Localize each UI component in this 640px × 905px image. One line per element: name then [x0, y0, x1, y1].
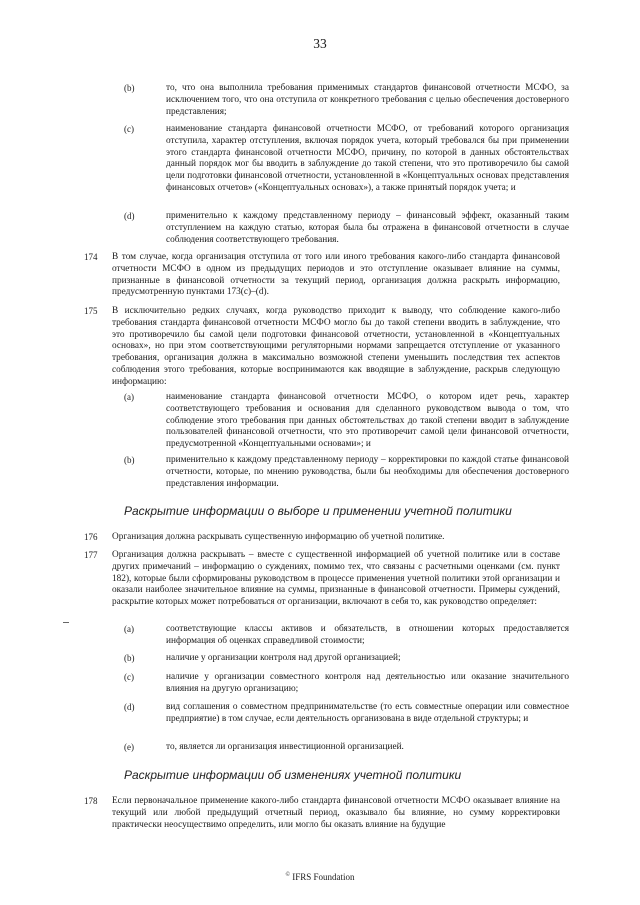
copyright-symbol: © [285, 872, 291, 878]
list-item-label: (b) [124, 83, 135, 93]
paragraph-text: Организация должна раскрывать – вместе с существенной информацией об учетной политике или в составе других примечаний – информацию о суждениях, помимо тех, что связаны с расчетными оценками (см. пункт 182), которые были сформированы руководством в процессе применения учетной политики этой организации и оказали наиболее значительное влияние на суммы, признанные в финансовой отчетности. Примеры суждений, раскрытие которых может потребоваться от организации, включают в себя то, как руководство определяет: [112, 550, 560, 608]
list-item-text: применительно к каждому представленному периоду – корректировки по каждой статье финансовой отчетности, которые, по мнению руководства, были бы необходимы для обеспечения достоверного представления информации. [166, 455, 569, 489]
list-item-text: наличие у организации контроля над другой организацией; [166, 653, 401, 663]
paragraph-number: 174 [84, 252, 98, 262]
paragraph-number: 178 [84, 796, 98, 806]
list-item-label: (a) [124, 624, 134, 634]
list-item-label: (a) [124, 392, 134, 402]
list-item-text: то, является ли организация инвестиционной организацией. [166, 742, 404, 752]
paragraph-text: Организация должна раскрывать существенную информацию об учетной политике. [112, 532, 445, 542]
paragraph-text: В исключительно редких случаях, когда руководство приходит к выводу, что соблюдение какого-либо требования стандарта финансовой отчетности МСФО могло бы до такой степени вводить в заблуждение, что это противоречило бы самой цели подготовки финансовой отчетности, установленной в «Концептуальных основах», но при этом соответствующими регуляторными нормами запрещается отступление от указанного требования, организация должна в максимально возможной степени уменьшить последствия тех аспектов соблюдения этого требования, которые воспринимаются как вводящие в заблуждение, раскрыв следующую информацию: [112, 306, 560, 387]
paragraph-number: 176 [84, 532, 98, 542]
list-item-label: (b) [124, 455, 135, 465]
section-heading: Раскрытие информации об изменениях учетной политики [124, 768, 462, 782]
paragraph-text: Если первоначальное применение какого-либо стандарта финансовой отчетности МСФО оказывает влияние на текущий или любой предыдущий отчетный период, оказывало бы влияние, но сумму корректировки практически неосуществимо определить, или могло бы оказать влияние на будущие [112, 796, 560, 830]
list-item-text: наименование стандарта финансовой отчетности МСФО, о котором идет речь, характер соответствующего требования и основания для сделанного руководством вывода о том, что соблюдение этого требования при данных обстоятельствах до такой степени вводит в заблуждение пользователей финансовой отчетности, что это противоречит самой цели финансовой отчетности, предусмотренной «Концептуальными основами»; и [166, 392, 569, 450]
margin-mark [63, 622, 69, 623]
list-item-label: (e) [124, 742, 134, 752]
paragraph-number: 177 [84, 550, 98, 560]
list-item-text: вид соглашения о совместном предпринимательстве (то есть совместные операции или совместное предприятие) в том случае, если деятельность организована в виде отдельной структуры; и [166, 702, 569, 724]
paragraph-text: В том случае, когда организация отступила от того или иного требования какого-либо стандарта финансовой отчетности МСФО в одном из предыдущих периодов и это отступление оказывает влияние на суммы, признанные в финансовой отчетности за текущий период, организация должна раскрыть информацию, предусмотренную пунктами 173(c)–(d). [112, 252, 560, 298]
list-item-label: (d) [124, 211, 135, 221]
list-item-label: (c) [124, 124, 134, 134]
list-item-text: применительно к каждому представленному периоду – финансовый эффект, оказанный таким отступлением на каждую статью, которая была бы отражена в финансовой отчетности в случае соблюдения соответствующего требования. [166, 211, 569, 245]
list-item-label: (b) [124, 653, 135, 663]
list-item-text: то, что она выполнила требования применимых стандартов финансовой отчетности МСФО, за исключением того, что она отступила от конкретного требования с целью обеспечения достоверного представления; [166, 83, 569, 117]
list-item-label: (c) [124, 672, 134, 682]
paragraph-number: 175 [84, 306, 98, 316]
list-item-text: наименование стандарта финансовой отчетности МСФО, от требований которого организация отступила, характер отступления, включая порядок учета, который требовался бы при применении этого стандарта финансовой отчетности МСФО, причину, по которой в данных обстоятельствах данный порядок мог бы вводить в заблуждение до такой степени, что это противоречило бы самой цели подготовки финансовой отчетности, установленной в «Концептуальных основах представления финансовых отчетов» («Концептуальных основах»), а также принятый порядок учета; и [166, 124, 569, 193]
footer [0, 872, 640, 882]
list-item-text: соответствующие классы активов и обязательств, в отношении которых предоставляется информация об оценках справедливой стоимости; [166, 624, 569, 646]
section-heading: Раскрытие информации о выборе и применении учетной политики [124, 504, 512, 518]
list-item-text: наличие у организации совместного контроля над деятельностью или оказание значительного влияния на другую организацию; [166, 672, 569, 694]
footer-text: IFRS Foundation [292, 872, 355, 882]
page-number: 33 [313, 36, 327, 51]
list-item-label: (d) [124, 702, 135, 712]
